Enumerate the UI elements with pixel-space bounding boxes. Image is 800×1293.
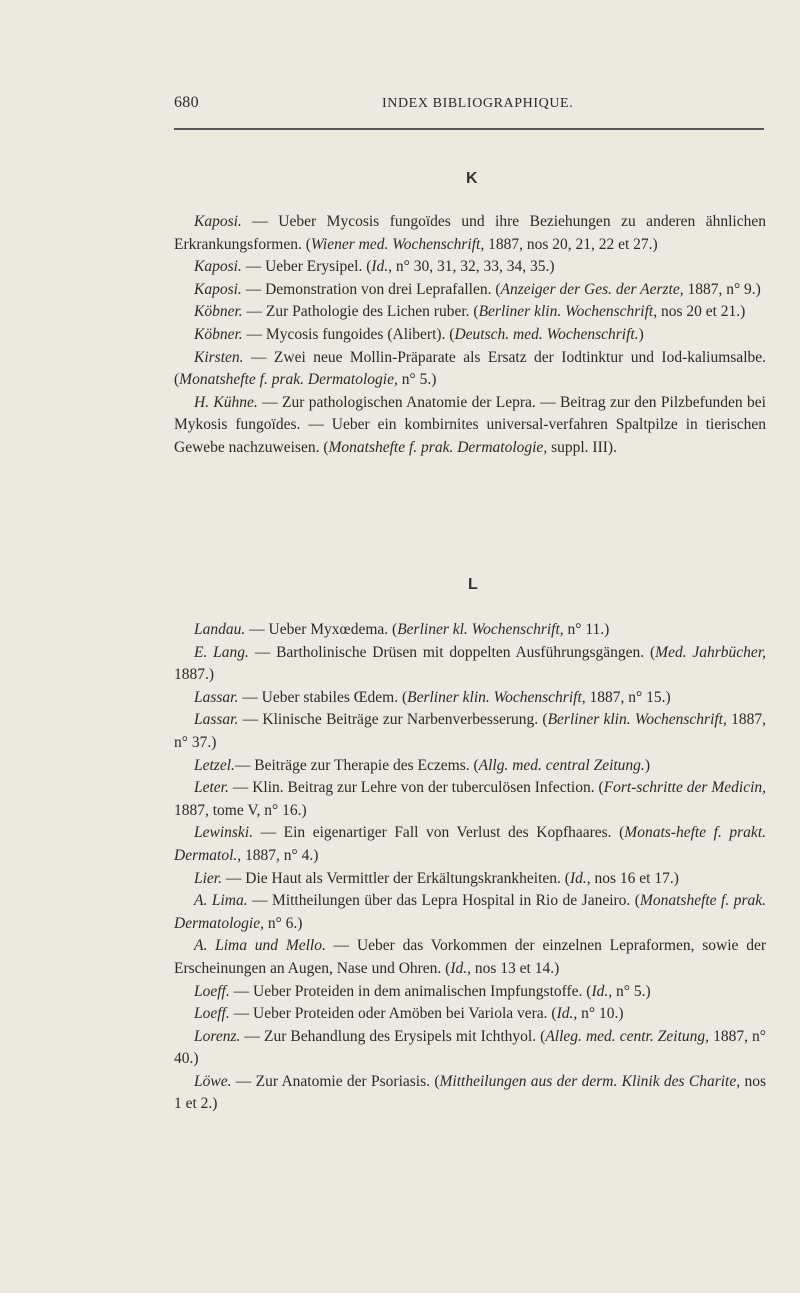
entry-author: Köbner. xyxy=(194,325,243,343)
bibliography-entry xyxy=(174,279,766,302)
entry-title: — Die Haut als Vermittler der Erkältungskrankheiten. ( xyxy=(222,869,570,887)
bibliography-entry xyxy=(174,868,766,891)
entry-author: H. Kühne. xyxy=(194,393,258,411)
bibliography-entry xyxy=(174,1071,766,1116)
entry-author: Lorenz. xyxy=(194,1027,241,1045)
entry-source: Monatshefte f. prak. Dermatologie, xyxy=(328,438,548,456)
section-l-entries xyxy=(174,619,766,1116)
entry-source: Berliner klin. Wochenschrift, xyxy=(407,688,586,706)
entry-citation: 1887, nos 20, 21, 22 et 27.) xyxy=(484,235,658,253)
bibliography-entry xyxy=(174,392,766,460)
bibliography-entry xyxy=(174,324,766,347)
entry-source: Med. Jahrbücher, xyxy=(655,643,767,661)
entry-title: — Zwei neue Mollin-Präparate als Ersatz der Iodtinktur und Iod-kaliumsalbe. ( xyxy=(174,348,766,389)
entry-source: Berliner kl. Wochenschrift, xyxy=(397,621,564,638)
entry-source: Berliner klin. Wochenschrift, xyxy=(547,711,727,729)
entry-author: E. Lang. xyxy=(194,643,249,661)
entry-title: — Ueber Myxœdema. ( xyxy=(245,621,398,638)
entry-citation: 1887.) xyxy=(174,666,215,684)
entry-title: — Mittheilungen über das Lepra Hospital in Rio de Janeiro. ( xyxy=(247,892,640,910)
header-rule xyxy=(174,128,764,130)
entry-source: Id., xyxy=(371,258,393,276)
entry-source: Anzeiger der Ges. der Aerzte, xyxy=(500,280,684,298)
entry-source: Id., xyxy=(450,959,472,977)
entry-citation: nos 1 et 2.) xyxy=(174,1072,766,1113)
entry-author: Lassar. xyxy=(194,688,239,706)
entry-author: Lewinski. xyxy=(194,824,253,842)
entry-author: Kaposi. xyxy=(194,258,242,276)
bibliography-entry xyxy=(174,687,766,710)
entry-author: Leter. xyxy=(194,779,229,797)
entry-title: — Ueber das Vorkommen der einzelnen Lepraformen, sowie der Erscheinungen an Augen, Nase und Ohren. ( xyxy=(174,937,766,977)
bibliography-entry xyxy=(174,709,766,754)
entry-citation: 1887, n° 4.) xyxy=(241,846,319,864)
entry-title: — Zur Behandlung des Erysipels mit Ichthyol. ( xyxy=(240,1027,546,1045)
entry-title: — Ueber Erysipel. ( xyxy=(241,258,372,276)
entry-title: — Ueber Proteiden in dem animalischen Impfungstoffe. ( xyxy=(229,982,592,1000)
page-number: 680 xyxy=(174,94,199,111)
entry-citation: 1887, n° 9.) xyxy=(683,280,761,298)
entry-source: Monatshefte f. prak. Dermatologie, xyxy=(179,371,398,389)
entry-citation: ) xyxy=(638,325,644,343)
entry-title: — Demonstration von drei Leprafallen. ( xyxy=(241,280,501,298)
bibliography-entry xyxy=(174,935,766,980)
bibliography-entry xyxy=(174,256,766,279)
entry-source: Wiener med. Wochenschrift, xyxy=(310,235,485,253)
section-letter-l: L xyxy=(468,576,478,593)
entry-title: — Ueber Mycosis fungoïdes und ihre Beziehungen zu anderen ähnlichen Erkrankungsformen. ( xyxy=(174,213,766,253)
entry-source: Id., xyxy=(556,1005,578,1023)
entry-source: Monats-hefte f. prakt. Dermatol., xyxy=(174,824,766,864)
entry-author: Loeff. xyxy=(194,1005,230,1023)
bibliography-entry xyxy=(174,1003,766,1026)
entry-source: Monatshefte f. prak. Dermatologie, xyxy=(174,892,766,932)
entry-author: A. Lima und Mello. xyxy=(194,937,326,955)
entry-citation: suppl. III). xyxy=(547,438,617,456)
entry-title: — Ueber stabiles Œdem. ( xyxy=(238,688,408,706)
entry-title: — Ueber Proteiden oder Amöben bei Variola vera. ( xyxy=(229,1005,557,1023)
entry-author: Köbner. xyxy=(194,303,243,321)
entry-author: A. Lima. xyxy=(194,892,248,910)
entry-author: Kaposi. xyxy=(194,280,242,298)
bibliography-entry xyxy=(174,347,766,392)
entry-title: — Zur Anatomie der Psoriasis. ( xyxy=(231,1072,440,1090)
bibliography-entry xyxy=(174,822,766,867)
bibliography-entry xyxy=(174,642,766,687)
bibliography-entry xyxy=(174,1026,766,1071)
entry-title: — Bartholinische Drüsen mit doppelten Ausführungsgängen. ( xyxy=(248,643,656,661)
entry-source: Mittheilungen aus der derm. Klinik des Charite, xyxy=(439,1072,741,1090)
entry-citation: nos 13 et 14.) xyxy=(471,959,560,977)
entry-source: Allg. med. central Zeitung. xyxy=(478,756,645,774)
entry-title: — Klinische Beiträge zur Narbenverbesserung. ( xyxy=(238,711,548,729)
bibliography-entry xyxy=(174,755,766,778)
bibliography-entry xyxy=(174,301,766,324)
entry-citation: 1887, n° 15.) xyxy=(585,688,671,706)
entry-citation: ) xyxy=(644,756,650,774)
entry-author: Landau. xyxy=(194,621,246,638)
bibliography-entry xyxy=(174,890,766,935)
entry-title: — Klin. Beitrag zur Lehre von der tuberculösen Infection. ( xyxy=(228,779,604,797)
entry-source: Berliner klin. Wochenschrift, xyxy=(478,303,658,321)
entry-author: Kirsten. xyxy=(194,348,244,366)
entry-title: — Zur pathologischen Anatomie der Lepra. — Beitrag zur den Pilzbefunden bei Mykosis fungoïdes. — Ueber ein kombirnites universal-verfahren Spaltpilze in tierischen Gewebe nachzuweisen. ( xyxy=(174,393,766,456)
entry-author: Kaposi. xyxy=(194,213,242,230)
entry-author: Letzel. xyxy=(194,756,235,774)
entry-title: — Beiträge zur Therapie des Eczems. ( xyxy=(234,756,479,774)
entry-title: — Ein eigenartiger Fall von Verlust des Kopfhaares. ( xyxy=(253,824,625,842)
entry-citation: nos 16 et 17.) xyxy=(590,869,679,887)
entry-source: Fort-schritte der Medicin, xyxy=(603,779,767,797)
running-title: INDEX BIBLIOGRAPHIQUE. xyxy=(382,96,574,111)
bibliography-entry xyxy=(174,211,766,256)
entry-author: Löwe. xyxy=(194,1072,232,1090)
entry-citation: n° 5.) xyxy=(397,371,437,389)
entry-author: Lier. xyxy=(194,869,222,887)
entry-citation: 1887, n° 37.) xyxy=(174,711,767,751)
entry-citation: nos 20 et 21.) xyxy=(657,303,746,321)
bibliography-entry xyxy=(174,619,766,642)
entry-citation: n° 10.) xyxy=(577,1005,624,1023)
entry-citation: 1887, tome V, n° 16.) xyxy=(174,801,307,819)
bibliography-entry xyxy=(174,981,766,1004)
entry-title: — Zur Pathologie des Lichen ruber. ( xyxy=(242,303,479,321)
section-k-entries xyxy=(174,211,766,460)
entry-citation: 1887, n° 40.) xyxy=(174,1027,766,1068)
bibliography-entry xyxy=(174,777,766,822)
entry-author: Lassar. xyxy=(194,711,239,729)
section-letter-k: K xyxy=(466,170,478,187)
entry-source: Id., xyxy=(591,982,613,1000)
entry-citation: n° 5.) xyxy=(612,982,651,1000)
entry-citation: n° 6.) xyxy=(263,914,303,932)
entry-source: Alleg. med. centr. Zeitung, xyxy=(545,1027,710,1045)
entry-citation: n° 11.) xyxy=(563,621,610,638)
entry-author: Loeff. xyxy=(194,982,230,1000)
entry-source: Id., xyxy=(569,869,591,887)
entry-citation: n° 30, 31, 32, 33, 34, 35.) xyxy=(392,258,555,276)
entry-title: — Mycosis fungoides (Alibert). ( xyxy=(242,325,455,343)
entry-source: Deutsch. med. Wochenschrift. xyxy=(454,325,639,343)
